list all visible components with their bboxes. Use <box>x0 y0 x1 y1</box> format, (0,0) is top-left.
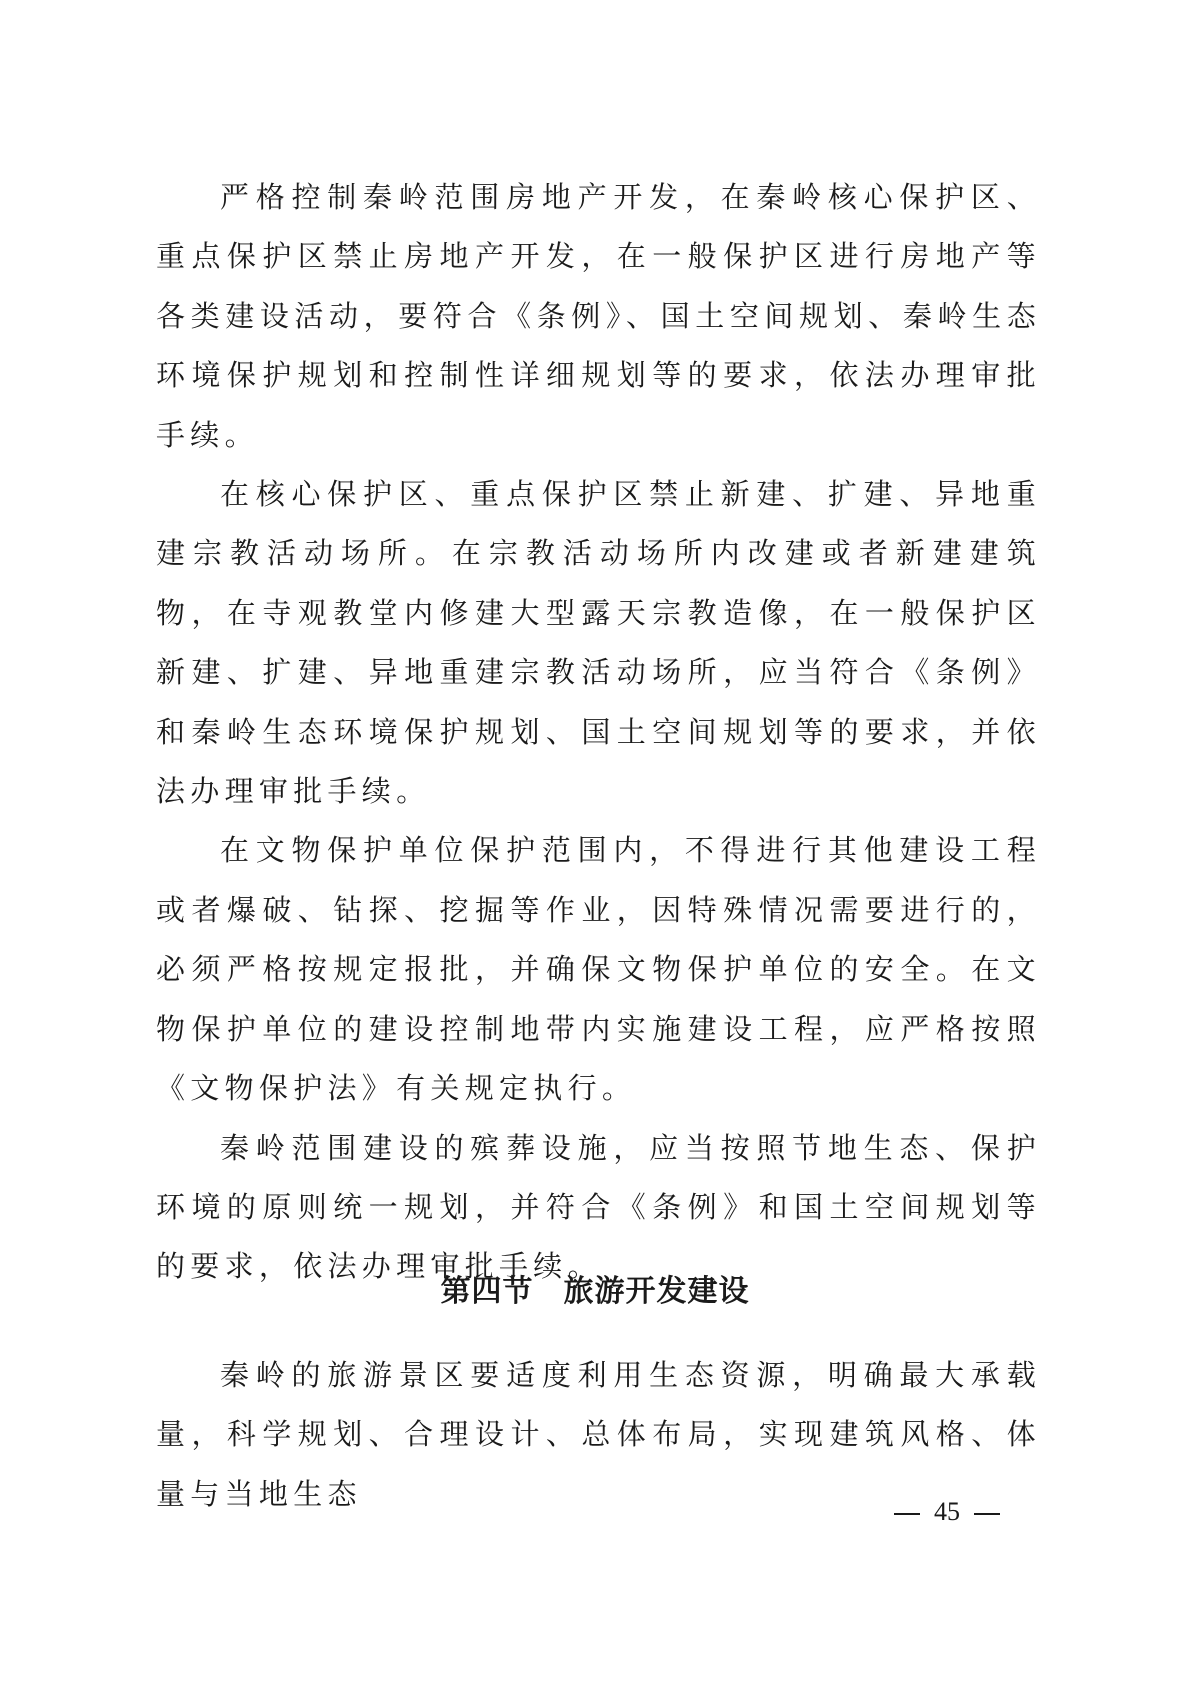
paragraph-funeral-facilities: 秦岭范围建设的殡葬设施，应当按照节地生态、保护环境的原则统一规划，并符合《条例》和国土空间规划等的要求，依法办理审批手续。 <box>156 1130 1041 1284</box>
section-number: 第四节 <box>440 1274 534 1309</box>
page-number-left-dash <box>894 1513 920 1515</box>
section-heading <box>0 1266 1190 1310</box>
page-footer <box>880 1497 1014 1527</box>
paragraph-religious-sites: 在核心保护区、重点保护区禁止新建、扩建、异地重建宗教活动场所。在宗教活动场所内改建或者新建建筑物，在寺观教堂内修建大型露天宗教造像，在一般保护区新建、扩建、异地重建宗教活动场所，应当符合《条例》和秦岭生态环境保护规划、国土空间规划等的要求，并依法办理审批手续。 <box>156 477 1041 809</box>
section-title-text: 旅游开发建设 <box>563 1274 750 1309</box>
paragraph-cultural-relics: 在文物保护单位保护范围内，不得进行其他建设工程或者爆破、钻探、挖掘等作业，因特殊情况需要进行的，必须严格按规定报批，并确保文物保护单位的安全。在文物保护单位的建设控制地带内实施建设工程，应严格按照《文物保护法》有关规定执行。 <box>156 833 1041 1106</box>
paragraph-real-estate: 严格控制秦岭范围房地产开发，在秦岭核心保护区、重点保护区禁止房地产开发，在一般保护区进行房地产等各类建设活动，要符合《条例》、国土空间规划、秦岭生态环境保护规划和控制性详细规划等的要求，依法办理审批手续。 <box>156 180 1041 452</box>
page-number-right-dash <box>974 1513 1000 1515</box>
paragraph-tourism: 秦岭的旅游景区要适度利用生态资源，明确最大承载量，科学规划、合理设计、总体布局，实现建筑风格、体量与当地生态 <box>156 1358 1041 1511</box>
body-text <box>156 168 1041 1297</box>
page-number: 45 <box>934 1497 960 1526</box>
